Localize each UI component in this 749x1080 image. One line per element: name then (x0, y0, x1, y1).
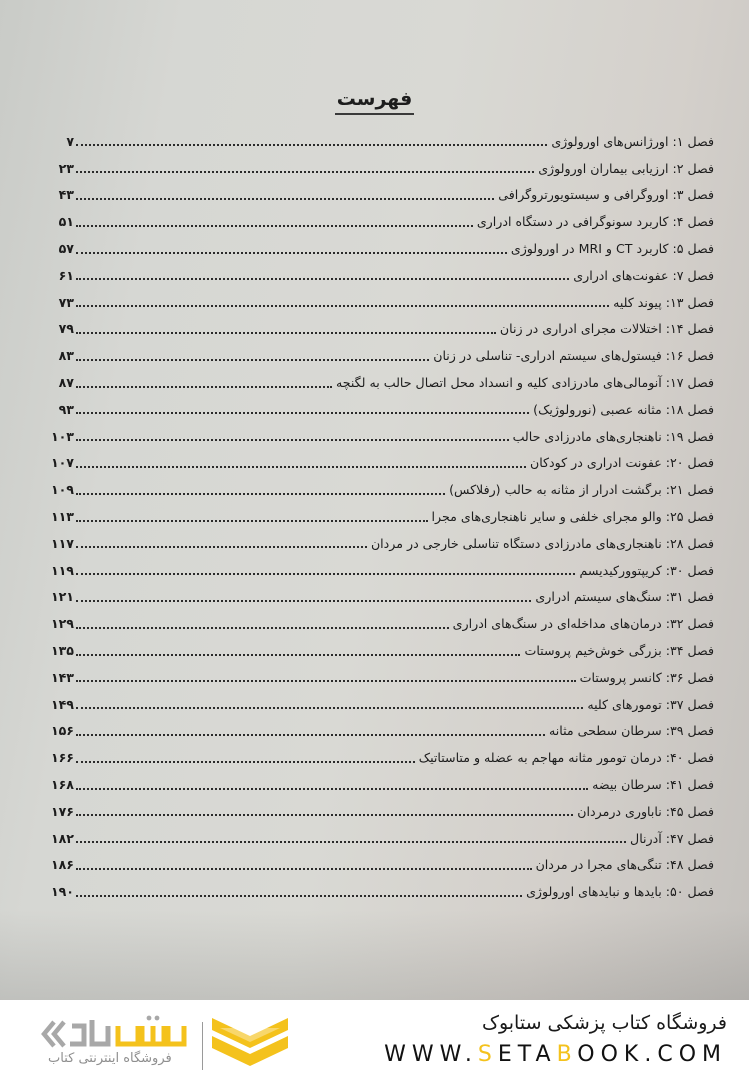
shop-name: فروشگاه کتاب پزشکی ستابوک (481, 1012, 727, 1034)
logo-subtitle: فروشگاه اینترنتی کتاب (48, 1051, 172, 1066)
toc-entry-title: فصل ۲۰: عفونت ادراری در کودکان (529, 455, 714, 471)
dot-leader (76, 856, 532, 870)
dot-leader (76, 829, 626, 843)
toc-entry-title: فصل ۱۴: اختلالات مجرای ادراری در زنان (499, 321, 714, 337)
toc-entry-title: فصل ۴۱: سرطان بیضه (592, 777, 714, 793)
toc-entry-page-number: ۱۶۸ (50, 777, 74, 793)
toc-entry-page-number: ۶۱ (58, 267, 74, 283)
toc-entry-page-number: ۱۰۳ (50, 428, 74, 444)
dot-leader (76, 320, 496, 334)
dot-leader (76, 642, 520, 656)
toc-entry[interactable] (42, 637, 714, 664)
url-accent-letter: S (477, 1042, 498, 1067)
toc-entry-title: فصل ۳۶: کانسر پروستات (579, 669, 714, 685)
dot-leader (76, 749, 415, 763)
toc-entry[interactable] (42, 691, 714, 718)
dot-leader (76, 802, 573, 816)
toc-entry-page-number: ۱۵۶ (50, 723, 74, 739)
toc-entry-title: فصل ۳۰: کریپتوورکیدیسم (579, 562, 714, 578)
toc-entry-page-number: ۱۱۹ (50, 562, 74, 578)
toc-entry-page-number: ۱۴۹ (50, 696, 74, 712)
url-part: OOK.COM (577, 1042, 727, 1067)
toc-entry[interactable] (42, 584, 714, 611)
dot-leader (76, 668, 576, 682)
dot-leader (76, 883, 522, 897)
toc-entry[interactable] (42, 316, 714, 343)
toc-entry[interactable] (42, 182, 714, 209)
dot-leader (76, 776, 588, 790)
dot-leader (76, 588, 531, 602)
toc-entry-title: فصل ۱۳: پیوند کلیه (613, 294, 714, 310)
dot-leader (76, 213, 473, 227)
dot-leader (76, 534, 367, 548)
dot-leader (76, 722, 545, 736)
toc-entry-page-number: ۱۸۲ (50, 830, 74, 846)
toc-entry-page-number: ۱۰۷ (50, 455, 74, 471)
dot-leader (76, 159, 534, 173)
toc-entry-page-number: ۱۷۶ (50, 803, 74, 819)
footer-banner (0, 1000, 749, 1080)
toc-entry[interactable] (42, 423, 714, 450)
toc-entry-page-number: ۱۲۹ (50, 616, 74, 632)
dot-leader (76, 400, 529, 414)
dot-leader (76, 347, 429, 361)
toc-entry-page-number: ۵۱ (58, 214, 74, 230)
toc-entry-page-number: ۷ (66, 133, 74, 149)
toc-entry-page-number: ۴۳ (58, 187, 74, 203)
toc-entry-title: فصل ۲۵: والو مجرای خلفی و سایر ناهنجاری‌های مجرا (431, 509, 714, 525)
dot-leader (76, 454, 526, 468)
toc-entry[interactable] (42, 798, 714, 825)
toc-entry-page-number: ۱۹۰ (50, 884, 74, 900)
toc-entry[interactable] (42, 369, 714, 396)
toc-entry[interactable] (42, 664, 714, 691)
dot-leader (76, 186, 494, 200)
toc-entry[interactable] (42, 155, 714, 182)
toc-entry[interactable] (42, 289, 714, 316)
toc-title-text: فهرست (335, 88, 415, 115)
toc-entry-title: فصل ۲: ارزیابی بیماران اورولوژی (538, 160, 714, 176)
toc-entry-page-number: ۱۴۳ (50, 669, 74, 685)
toc-entry[interactable] (42, 852, 714, 879)
toc-entry[interactable] (42, 262, 714, 289)
toc-entry[interactable] (42, 718, 714, 745)
toc-entry[interactable] (42, 396, 714, 423)
toc-entry-page-number: ۷۹ (58, 321, 74, 337)
toc-entry-title: فصل ۷: عفونت‌های ادراری (573, 267, 714, 283)
toc-entry-page-number: ۸۷ (58, 375, 74, 391)
toc-entry-title: فصل ۴۵: ناباوری درمردان (577, 803, 714, 819)
toc-entry[interactable] (42, 744, 714, 771)
toc-entry-page-number: ۱۰۹ (50, 482, 74, 498)
toc-entry[interactable] (42, 235, 714, 262)
toc-entry-title: فصل ۳: اوروگرافی و سیستویورتروگرافی (498, 187, 714, 203)
toc-entry-page-number: ۹۳ (58, 401, 74, 417)
toc-entry-title: فصل ۳۴: بزرگی خوش‌خیم پروستات (524, 643, 714, 659)
dot-leader (76, 427, 509, 441)
dot-leader (76, 132, 547, 146)
toc-entry-title: فصل ۴۸: تنگی‌های مجرا در مردان (535, 857, 714, 873)
toc-entry-page-number: ۵۷ (58, 241, 74, 257)
dot-leader (76, 695, 583, 709)
toc-entry[interactable] (42, 450, 714, 477)
url-accent-letter: B (556, 1042, 578, 1067)
toc-entry-title: فصل ۵۰: بایدها و نبایدهای اورولوژی (526, 884, 714, 900)
toc-entry-page-number: ۸۳ (58, 348, 74, 364)
toc-entry-page-number: ۱۲۱ (50, 589, 74, 605)
setabook-wordmark-logo (36, 1014, 196, 1050)
dot-leader (76, 240, 507, 254)
toc-entry-title: فصل ۱۹: ناهنجاری‌های مادرزادی حالب (512, 428, 714, 444)
toc-entry-title: فصل ۱۷: آنومالی‌های مادرزادی کلیه و انسداد محل اتصال حالب به لگنچه (335, 375, 714, 391)
toc-entry-title: فصل ۴: کاربرد سونوگرافی در دستگاه ادراری (476, 214, 714, 230)
toc-entry[interactable] (42, 476, 714, 503)
setabook-chevron-logo-icon (212, 1014, 288, 1070)
toc-entry[interactable] (42, 610, 714, 637)
toc-entry[interactable] (42, 530, 714, 557)
url-part: WWW. (384, 1042, 478, 1067)
toc-entry[interactable] (42, 503, 714, 530)
toc-entry-title: فصل ۴۰: درمان تومور مثانه مهاجم به عضله و متاستاتیک (418, 750, 714, 766)
dot-leader (76, 481, 445, 495)
toc-entry-page-number: ۱۶۶ (50, 750, 74, 766)
toc-entry-title: فصل ۵: کاربرد CT و MRI در اورولوژی (510, 241, 714, 257)
toc-entry-title: فصل ۴۷: آدرنال (630, 830, 714, 846)
toc-entry[interactable] (42, 342, 714, 369)
toc-list (42, 128, 714, 905)
toc-entry-title: فصل ۳۱: سنگ‌های سیستم ادراری (535, 589, 714, 605)
toc-entry-page-number: ۱۸۶ (50, 857, 74, 873)
toc-entry-title: فصل ۳۹: سرطان سطحی مثانه (548, 723, 714, 739)
toc-entry-title: فصل ۱: اورژانس‌های اورولوژی (551, 133, 714, 149)
dot-leader (76, 293, 609, 307)
toc-entry-page-number: ۱۱۳ (50, 509, 74, 525)
dot-leader (76, 561, 575, 575)
toc-entry[interactable] (42, 825, 714, 852)
dot-leader (76, 508, 428, 522)
toc-entry-title: فصل ۱۸: مثانه عصبی (نورولوژیک) (533, 401, 714, 417)
toc-entry-title: فصل ۲۱: برگشت ادرار از مثانه به حالب (رفلاکس) (449, 482, 714, 498)
url-part: ETA (497, 1042, 557, 1067)
toc-entry-title: فصل ۱۶: فیستول‌های سیستم ادراری- تناسلی در زنان (433, 348, 714, 364)
dot-leader (76, 374, 332, 388)
dot-leader (76, 615, 449, 629)
toc-entry[interactable] (42, 878, 714, 905)
toc-title (0, 88, 749, 115)
toc-entry-title: فصل ۳۷: تومورهای کلیه (587, 696, 714, 712)
toc-entry-title: فصل ۳۲: درمان‌های مداخله‌ای در سنگ‌های ادراری (452, 616, 714, 632)
toc-entry-title: فصل ۲۸: ناهنجاری‌های مادرزادی دستگاه تناسلی خارجی در مردان (370, 535, 714, 551)
toc-entry-page-number: ۱۳۵ (50, 643, 74, 659)
toc-entry[interactable] (42, 208, 714, 235)
toc-entry-page-number: ۱۱۷ (50, 535, 74, 551)
shop-url[interactable] (384, 1042, 727, 1067)
toc-entry[interactable] (42, 771, 714, 798)
toc-entry[interactable] (42, 557, 714, 584)
toc-entry[interactable] (42, 128, 714, 155)
toc-entry-page-number: ۷۳ (58, 294, 74, 310)
toc-entry-page-number: ۲۳ (58, 160, 74, 176)
logo-divider (202, 1022, 203, 1070)
dot-leader (76, 266, 569, 280)
